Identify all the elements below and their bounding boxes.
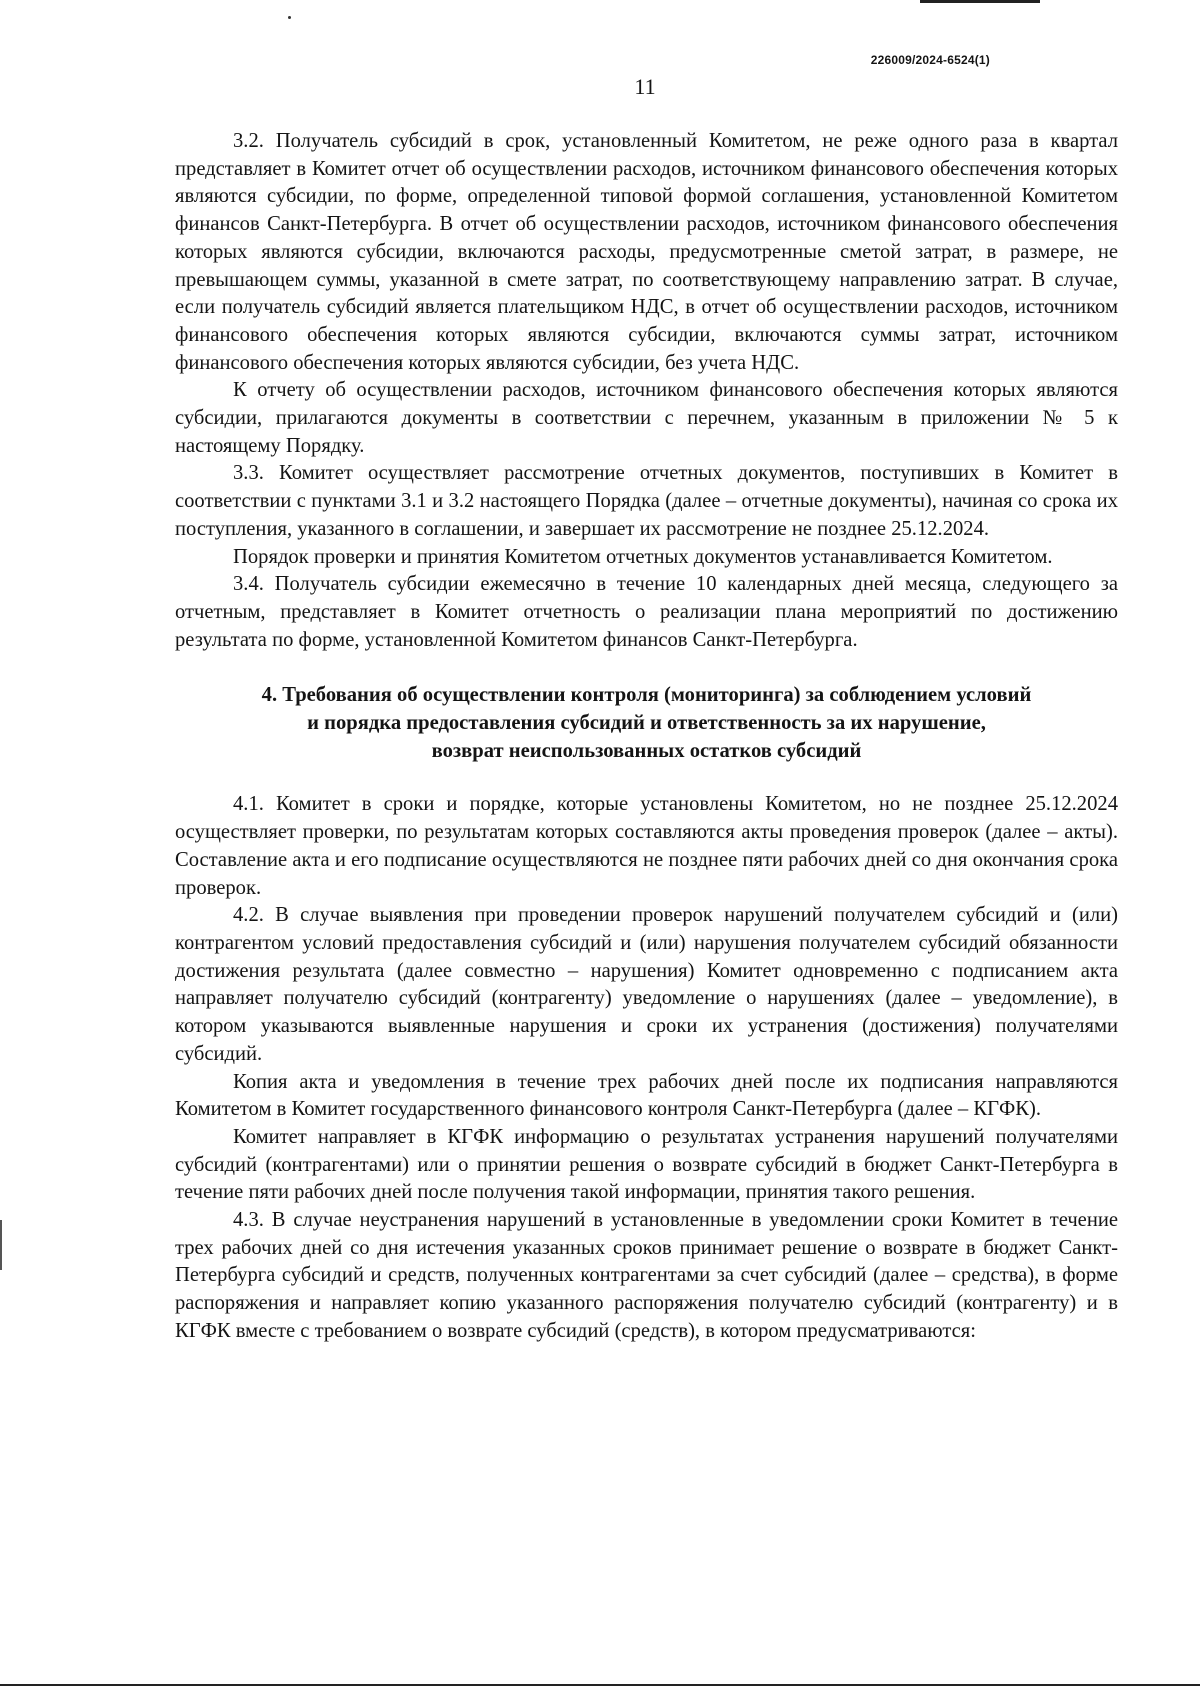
paragraph-3-2-attachments: К отчету об осуществлении расходов, источником финансового обеспечения которых являются субсидии, прилагаются документы в соответствии с перечнем, указанным в приложении № 5 к настоящему Порядку. <box>175 379 1118 457</box>
section-4-heading-line: 4. Требования об осуществлении контроля (мониторинга) за соблюдением условий <box>261 684 1032 707</box>
paragraph-4-2-kgfk: Комитет направляет в КГФК информацию о результатах устранения нарушений получателями субсидий (контрагентами) или о принятии решения о возврате субсидий в бюджет Санкт-Петербурга в течение пяти рабочих дней после получения такой информации, принятия такого решения. <box>175 1125 1118 1204</box>
section-4-heading-line: возврат неиспользованных остатков субсидий <box>431 739 862 762</box>
paragraph-4-1: 4.1. Комитет в сроки и порядке, которые установлены Комитетом, но не позднее 25.12.2024 осуществляет проверки, по результатам которых составляются акты проведения проверок (далее – акты). Составление акта и его подписание осуществляются не позднее пяти рабочих дней со дня окончания срока проверок. <box>175 793 1118 899</box>
paragraph-3-4: 3.4. Получатель субсидии ежемесячно в течение 10 календарных дней месяца, следующего за отчетным, представляет в Комитет отчетность о реализации плана мероприятий по достижению результата по форме, установленной Комитетом финансов Санкт-Петербурга. <box>175 573 1118 651</box>
scan-edge-mark <box>0 1220 2 1270</box>
scan-dot-mark <box>288 16 291 19</box>
document-body <box>175 128 1118 1346</box>
paragraph-4-2-copy: Копия акта и уведомления в течение трех рабочих дней после их подписания направляются Комитетом в Комитет государственного финансового контроля Санкт-Петербурга (далее – КГФК). <box>175 1070 1118 1121</box>
page-number: 11 <box>634 74 656 99</box>
document-registration-number: 226009/2024-6524(1) <box>870 53 990 67</box>
paragraph-3-3: 3.3. Комитет осуществляет рассмотрение отчетных документов, поступивших в Комитет в соответствии с пунктами 3.1 и 3.2 настоящего Порядка (далее – отчетные документы), начиная со срока их поступления, указанного в соглашении, и завершает их рассмотрение не позднее 25.12.2024. <box>175 462 1118 540</box>
section-4-heading-line: и порядка предоставления субсидий и ответственность за их нарушение, <box>307 712 986 735</box>
paragraph-3-3-procedure: Порядок проверки и принятия Комитетом отчетных документов устанавливается Комитетом. <box>233 545 1053 568</box>
paragraph-3-2: 3.2. Получатель субсидий в срок, установленный Комитетом, не реже одного раза в квартал представляет в Комитет отчет об осуществлении расходов, источником финансового обеспечения которых являются субсидии, по форме, определенной типовой формой соглашения, установленной Комитетом финансов Санкт-Петербурга. В отчет об осуществлении расходов, источником финансового обеспечения которых являются субсидии, включаются расходы, предусмотренные сметой затрат, в размере, не превышающем суммы, указанной в смете затрат, по соответствующему направлению затрат. В случае, если получатель субсидий является плательщиком НДС, в отчет об осуществлении расходов, источником финансового обеспечения которых являются субсидии, включаются суммы затрат, источником финансового обеспечения которых являются субсидии, без учета НДС. <box>175 130 1118 374</box>
paragraph-4-3: 4.3. В случае неустранения нарушений в установленные в уведомлении сроки Комитет в течение трех рабочих дней со дня истечения указанных сроков принимает решение о возврате в бюджет Санкт-Петербурга субсидий и средств, полученных контрагентами за счет субсидий (далее – средства), в форме распоряжения и направляет копию указанного распоряжения получателю субсидий (контрагенту) и в КГФК вместе с требованием о возврате субсидий (средств), в котором предусматриваются: <box>175 1209 1118 1342</box>
scan-edge-mark <box>920 0 1040 3</box>
section-4-heading <box>175 682 1118 765</box>
scan-bottom-border <box>0 1684 1200 1686</box>
paragraph-4-2: 4.2. В случае выявления при проведении проверок нарушений получателем субсидий и (или) контрагентом условий предоставления субсидий и (или) нарушения получателем субсидий обязанности достижения результата (далее совместно – нарушения) Комитет одновременно с подписанием акта направляет получателю субсидий (контрагенту) уведомление о нарушениях (далее – уведомление), в котором указываются выявленные нарушения и сроки их устранения (достижения) получателями субсидий. <box>175 904 1118 1065</box>
